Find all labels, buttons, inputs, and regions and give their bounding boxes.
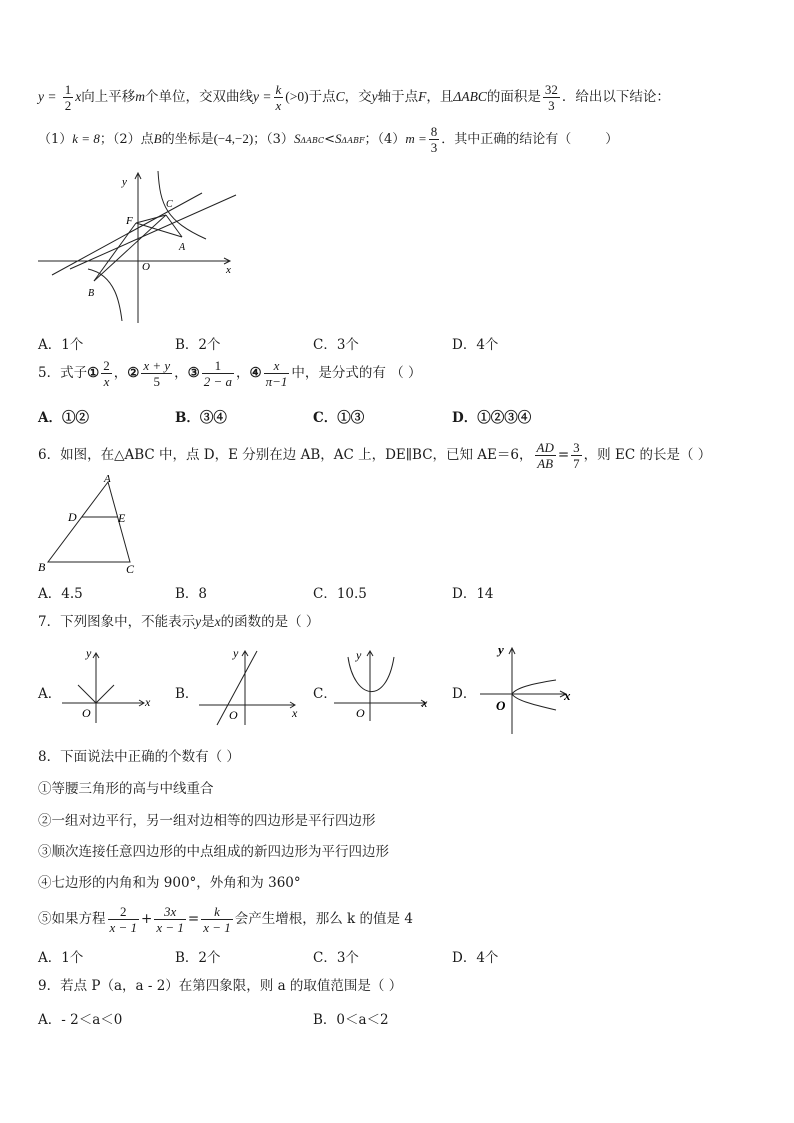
q8-option-c[interactable]: C．3个 [313, 950, 359, 966]
q7-label-c[interactable]: C． [313, 686, 337, 702]
svg-text:y: y [356, 648, 362, 662]
q4-seg-FA [136, 223, 182, 237]
q5-frac-4: $\frac{x}{\pi-1}$ [265, 358, 288, 389]
q4-label-B: B [88, 288, 95, 299]
q6-frac-ratio: $\frac{AD}{AB}$ [536, 440, 554, 471]
q4-x-var: x [75, 89, 82, 104]
q8-item-1: ①等腰三角形的高与中线重合 [38, 781, 214, 797]
q8-frac-1: $\frac{2}{x - 1}$ [109, 904, 138, 935]
q4-frac-area: $\frac{32}{3}$ [544, 82, 558, 113]
q7-statement: 7．下列图象中，不能表示y是x的函数的是（ ） [38, 614, 320, 630]
q5-frac-3: $\frac{1}{2 - a}$ [203, 358, 233, 389]
q7c-parabola [348, 657, 394, 692]
svg-text:x: x [564, 688, 571, 703]
q8-item-4: ④七边形的内角和为 900°，外角和为 360° [38, 875, 301, 891]
q7-label-d[interactable]: D． [452, 686, 477, 702]
q5-option-a[interactable]: A．①② [38, 410, 89, 426]
q4-graph-figure [36, 165, 246, 325]
q4-line-upper [70, 195, 236, 269]
q7a-ray-2 [78, 685, 96, 703]
q5-option-d[interactable]: D．①②③④ [452, 410, 532, 426]
q4-conclusions-line: （1）k = 8；（2）点B的坐标是(−4,−2)；（3）SΔABC<SΔABF；（4）m = $\frac{8}{3}$ ．其中正确的结论有（ ） [38, 124, 619, 155]
q6-option-d[interactable]: D．14 [452, 586, 494, 602]
q4-option-d[interactable]: D．4个 [452, 337, 499, 353]
svg-text:x: x [422, 696, 428, 710]
q4-label-x: x [226, 264, 231, 276]
q7d-sideways-parabola [512, 680, 556, 710]
q8-frac-3: $\frac{k}{x - 1}$ [203, 904, 231, 935]
svg-text:O: O [496, 698, 506, 713]
q8-option-b[interactable]: B．2个 [175, 950, 221, 966]
q5-frac-2: $\frac{x + y}{5}$ [143, 358, 171, 389]
q8-statement: 8．下面说法中正确的个数有（ ） [38, 749, 240, 765]
svg-text:y: y [233, 646, 239, 660]
q6-frac-value: $\frac{3}{7}$ [573, 440, 580, 471]
q6-option-c[interactable]: C．10.5 [313, 586, 367, 602]
q4-label-y: y [122, 176, 127, 188]
q4-option-c[interactable]: C．3个 [313, 337, 359, 353]
svg-text:x: x [292, 706, 298, 720]
svg-text:O: O [82, 706, 91, 720]
svg-text:O: O [356, 706, 365, 720]
q7-label-b[interactable]: B． [175, 686, 199, 702]
q6-label-E: E [118, 511, 126, 525]
q4-statement-line1: y = $\frac{1}{2}$ x向上平移m个单位，交双曲线y = $\frac{k}{x}$ (>0)于点C，交y轴于点F，且ΔABC的面积是 $\frac{32}{3}$ ．给出以下结论： [38, 82, 670, 113]
q9-statement: 9．若点 P（a，a - 2）在第四象限，则 a 的取值范围是（ ） [38, 978, 403, 994]
q7a-ray-1 [96, 685, 114, 703]
q8-item-3: ③顺次连接任意四边形的中点组成的新四边形为平行四边形 [38, 844, 389, 860]
q4-option-a[interactable]: A．1个 [38, 337, 84, 353]
q7-graph-a [58, 645, 158, 725]
q5-option-b[interactable]: B．③④ [175, 410, 227, 426]
q6-triangle-figure [36, 472, 146, 578]
q9-option-a[interactable]: A．- 2＜a＜0 [38, 1012, 123, 1028]
q4-label-C: C [166, 199, 173, 210]
q6-label-D: D [68, 510, 77, 524]
q4-label-O: O [142, 261, 150, 273]
svg-text:y: y [86, 646, 92, 660]
q4-frac-half: $\frac{1}{2}$ [64, 82, 72, 113]
svg-text:y: y [498, 642, 504, 657]
q5-frac-1: $\frac{2}{x}$ [103, 358, 110, 389]
q6-label-B: B [38, 560, 46, 574]
q4-frac-m: $\frac{8}{3}$ [430, 124, 438, 155]
q5-statement: 5．式子① $\frac{2}{x}$ ，② $\frac{x + y}{5}$ ，③ $\frac{1}{2 - a}$ ，④ $\frac{x}{\pi-1}$ 中，是分式的有 （ ） [38, 358, 422, 389]
q6-option-b[interactable]: B．8 [175, 586, 208, 602]
q7-label-a[interactable]: A． [38, 686, 62, 702]
q8-item-5: ⑤如果方程 $\frac{2}{x - 1}$ + $\frac{3x}{x - 1}$ = $\frac{k}{x - 1}$ 会产生增根，那么 k 的值是 4 [38, 904, 413, 935]
q4-label-F: F [126, 215, 133, 227]
q4-frac-k: $\frac{k}{x}$ [275, 82, 282, 113]
q8-item-2: ②一组对边平行，另一组对边相等的四边形是平行四边形 [38, 813, 376, 829]
q6-statement: 6．如图，在△ABC 中，点 D，E 分别在边 AB，AC 上，DE∥BC，已知 AE＝6， $\frac{AD}{AB}$ = $\frac{3}{7}$ ，则 EC 的长是（ ） [38, 440, 712, 471]
q4-option-b[interactable]: B．2个 [175, 337, 221, 353]
q4-label-A: A [179, 242, 186, 253]
q7-graph-d [476, 642, 586, 738]
q7-graph-c [330, 645, 440, 725]
q6-option-a[interactable]: A．4.5 [38, 586, 83, 602]
q6-label-A: A [104, 473, 111, 485]
q6-label-C: C [126, 562, 135, 576]
q7-graph-b [195, 645, 305, 727]
q8-option-a[interactable]: A．1个 [38, 950, 84, 966]
q4-y-eq: y = [38, 89, 57, 104]
q5-option-c[interactable]: C．①③ [313, 410, 365, 426]
svg-text:x: x [145, 695, 151, 709]
svg-text:O: O [229, 708, 238, 722]
q9-option-b[interactable]: B．0＜a＜2 [313, 1012, 389, 1028]
q4-seg-BF [94, 223, 136, 281]
q8-option-d[interactable]: D．4个 [452, 950, 499, 966]
q8-frac-2: $\frac{3x}{x - 1}$ [156, 904, 184, 935]
